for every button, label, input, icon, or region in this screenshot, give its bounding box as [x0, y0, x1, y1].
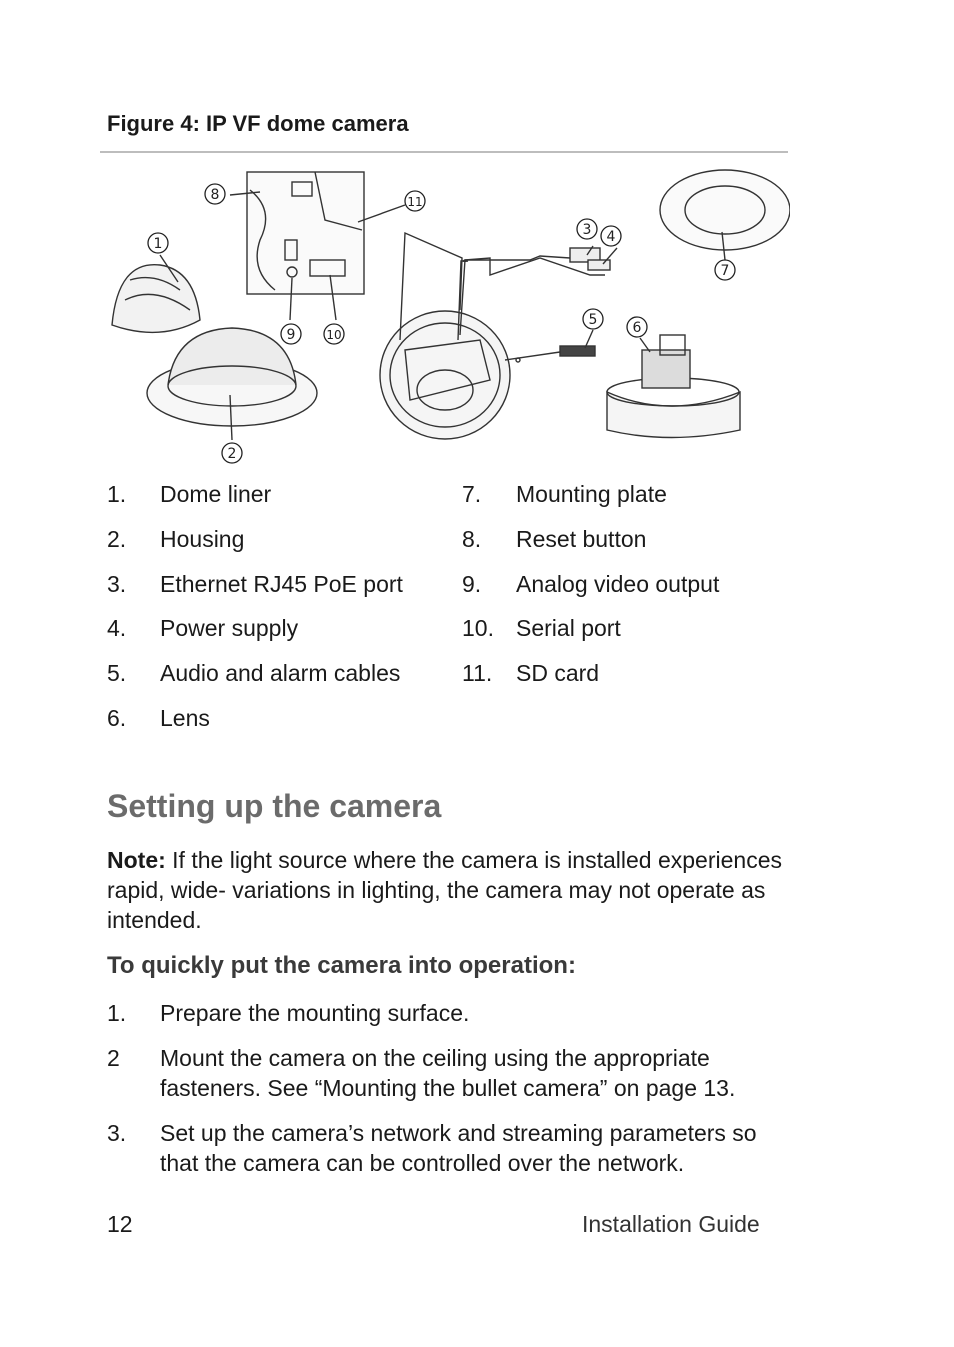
- callout-8: 8: [210, 187, 220, 203]
- legend-number: 5.: [107, 660, 127, 686]
- callout-7: 7: [720, 263, 730, 279]
- legend-label: Dome liner: [160, 481, 272, 507]
- callout-2: 2: [227, 446, 237, 462]
- legend-label: Ethernet RJ45 PoE port: [160, 571, 403, 597]
- legend-label: Housing: [160, 526, 245, 552]
- page-number: 12: [107, 1211, 133, 1237]
- callout-6: 6: [632, 320, 642, 336]
- step-number: 1.: [107, 1000, 127, 1026]
- procedure-step: [107, 1118, 807, 1180]
- legend-number: 11.: [462, 660, 493, 686]
- legend-label: Serial port: [516, 615, 621, 641]
- callout-11: 11: [407, 195, 423, 209]
- legend-label: SD card: [516, 660, 600, 686]
- legend-number: 1.: [107, 481, 127, 507]
- step-number: 2: [107, 1045, 120, 1071]
- callout-3: 3: [582, 222, 592, 238]
- guide-title: Installation Guide: [582, 1211, 760, 1237]
- dome-camera-figure: [100, 160, 790, 470]
- legend-label: Reset button: [516, 526, 647, 552]
- figure-rule: [100, 151, 788, 153]
- procedure-step: [107, 1043, 807, 1105]
- camera-base-illustration: [380, 233, 605, 439]
- legend-number: 7.: [462, 481, 482, 507]
- lens-module-illustration: [607, 335, 740, 438]
- board-detail-inset: [247, 172, 364, 294]
- dome-liner-illustration: [112, 265, 200, 333]
- callout-4: 4: [606, 229, 616, 245]
- procedure-step: [107, 998, 807, 1030]
- legend-label: Power supply: [160, 615, 299, 641]
- legend-number: 8.: [462, 526, 482, 552]
- legend-label: Analog video output: [516, 571, 720, 597]
- legend-number: 9.: [462, 571, 482, 597]
- callout-1: 1: [153, 236, 163, 252]
- legend-label: Audio and alarm cables: [160, 660, 401, 686]
- legend-number: 10.: [462, 615, 494, 641]
- legend-number: 6.: [107, 705, 127, 731]
- legend-number: 3.: [107, 571, 127, 597]
- step-text: Mount the camera on the ceiling using the appropriate fasteners. See “Mounting the bullet camera” on page 13.: [160, 1045, 736, 1101]
- legend-number: 4.: [107, 615, 127, 641]
- callout-5: 5: [588, 312, 598, 328]
- note-paragraph: [107, 845, 797, 935]
- section-heading: Setting up the camera: [107, 788, 442, 824]
- figure-title: Figure 4: IP VF dome camera: [107, 111, 409, 136]
- legend-label: Mounting plate: [516, 481, 667, 507]
- note-label: Note:: [107, 847, 166, 873]
- legend-number: 2.: [107, 526, 127, 552]
- procedure-heading: To quickly put the camera into operation:: [107, 952, 576, 979]
- mounting-plate-illustration: [660, 170, 790, 250]
- note-text: If the light source where the camera is installed experiences rapid, wide- variations in lighting, the camera may not operate as intended.: [107, 847, 782, 933]
- step-text: Prepare the mounting surface.: [160, 1000, 470, 1026]
- legend-label: Lens: [160, 705, 210, 731]
- callout-10: 10: [326, 328, 342, 342]
- step-text: Set up the camera’s network and streaming parameters so that the camera can be controlled over the network.: [160, 1120, 757, 1176]
- step-number: 3.: [107, 1120, 127, 1146]
- callout-9: 9: [286, 327, 296, 343]
